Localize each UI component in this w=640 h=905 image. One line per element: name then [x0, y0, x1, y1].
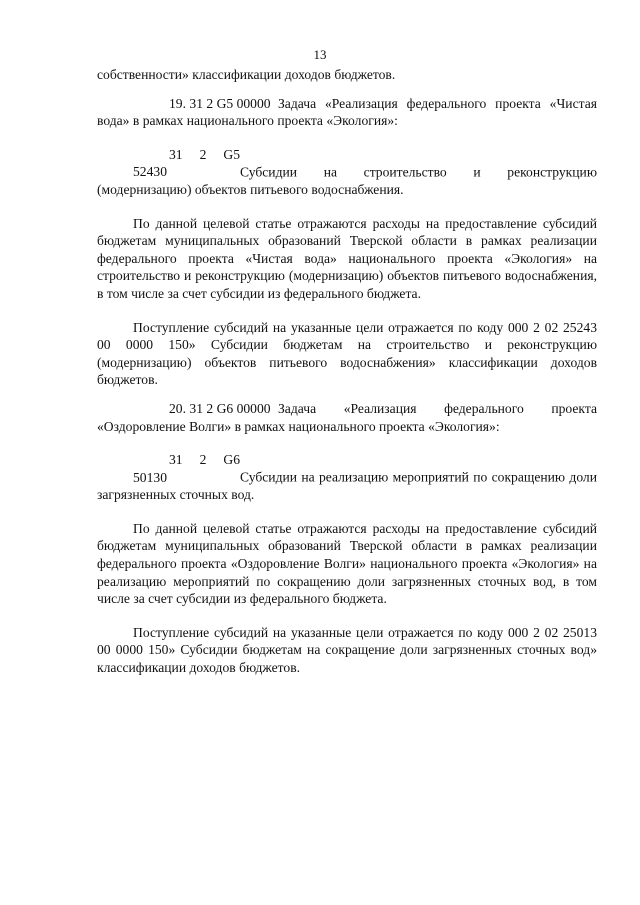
task-text: Задача «Реализация федерального проекта «Чистая вода» в рамках национального проекта «Экология»: [97, 95, 597, 129]
page-number: 13 [313, 47, 327, 62]
paragraph-expenses-clean-water: По данной целевой статье отражаются расходы на предоставление субсидий бюджетам муниципальных образований Тверской области в рамках реализации федерального проекта «Чистая вода» национального проекта «Экология» на строительство и реконструкцию (модернизацию) объектов питьевого водоснабжения, в том числе за счет субсидии из федерального бюджета. [97, 215, 597, 301]
paragraph-article-g6-50130 [97, 451, 597, 504]
paragraph-task-20 [97, 400, 597, 435]
paragraph-article-g5-52430 [97, 146, 597, 199]
article-text: Субсидии на строительство и реконструкцию (модернизацию) объектов питьевого водоснабжения. [97, 164, 597, 197]
budget-code: 19. 31 2 G5 00000 [169, 95, 271, 111]
paragraph-income-code-25013: Поступление субсидий на указанные цели отражается по коду 000 2 02 25013 00 0000 150» Субсидии бюджетам на сокращение доли загрязненных сточных вод» классификации доходов бюджетов. [97, 624, 597, 676]
budget-code: 31 2 G5 52430 [133, 146, 240, 180]
budget-code: 31 2 G6 50130 [133, 452, 240, 485]
paragraph-income-code-25243: Поступление субсидий на указанные цели отражается по коду 000 2 02 25243 00 0000 150» Субсидии бюджетам на строительство и реконструкцию (модернизацию) объектов питьевого водоснабжения» классификации доходов бюджетов. [97, 319, 597, 388]
article-text: Субсидии на реализацию мероприятий по сокращению доли загрязненных сточных вод. [97, 469, 597, 503]
paragraph-expenses-volga: По данной целевой статье отражаются расходы на предоставление субсидий бюджетам муниципальных образований Тверской области в рамках реализации федерального проекта «Оздоровление Волги» национального проекта «Экология» на реализацию мероприятий по сокращению доли загрязненных сточных вод, в том числе за счет субсидии из федерального бюджета. [97, 520, 597, 607]
document-body [97, 66, 597, 677]
task-text: Задача «Реализация федерального проекта «Оздоровление Волги» в рамках национального проекта «Экология»: [97, 400, 597, 434]
paragraph-task-19 [97, 95, 597, 130]
budget-code: 20. 31 2 G6 00000 [169, 400, 271, 416]
paragraph-continuation: собственности» классификации доходов бюджетов. [97, 67, 396, 82]
